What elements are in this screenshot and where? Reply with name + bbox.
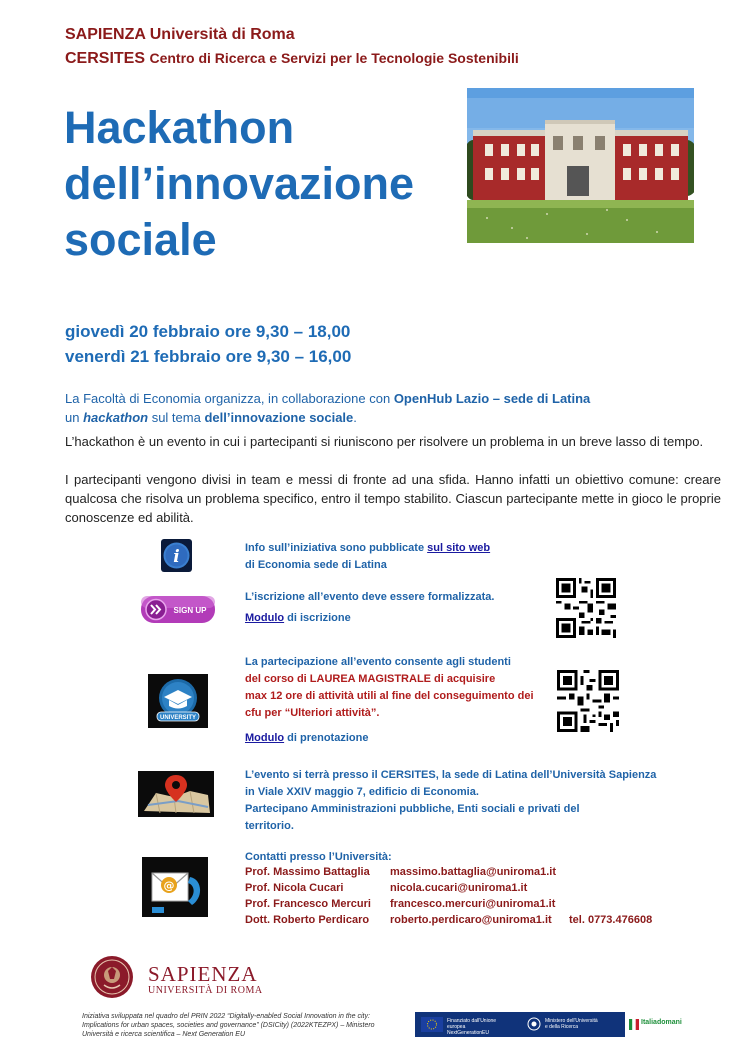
title-line-2: dell’innovazione — [64, 158, 415, 209]
signup-form-link[interactable]: Modulo — [245, 612, 285, 624]
mur-emblem-icon — [527, 1017, 541, 1031]
info-text-b: di Economia sede di Latina — [245, 559, 387, 571]
website-link[interactable]: sul sito web — [427, 542, 491, 554]
paragraph-1: L’hackathon è un evento in cui i partecipanti si riuniscono per risolvere un problema in un breve lasso di tempo. — [65, 434, 704, 449]
date-day-2: venerdì 21 febbraio ore 9,30 – 16,00 — [65, 347, 352, 366]
header-centre-name: Centro di Ricerca e Servizi per le Tecnologie Sostenibili — [149, 50, 519, 66]
intro-text — [65, 389, 685, 427]
booking-form-link[interactable]: Modulo — [245, 732, 285, 744]
intro-p2-topic: dell’innovazione sociale — [204, 410, 354, 425]
intro-p2-hackathon: hackathon — [83, 410, 149, 425]
contact-phone: tel. 0773.476608 — [569, 914, 653, 926]
info-text — [245, 540, 545, 574]
contacts-heading: Contatti presso l’Università: — [245, 851, 392, 863]
qr-code-signup[interactable] — [556, 578, 616, 638]
university-icon — [148, 674, 208, 728]
university-line-4: cfu per “Ulteriori attività”. — [245, 707, 380, 719]
date-day-1: giovedì 20 febbraio ore 9,30 – 18,00 — [65, 322, 351, 341]
university-line-2-a: del corso di — [245, 673, 310, 685]
italy-flag-icon — [629, 1019, 639, 1030]
location-line-3: Partecipano Amministrazioni pubbliche, Enti sociali e privati del — [245, 803, 580, 815]
page-title — [64, 100, 414, 268]
university-line-3: max 12 ore di attività utili al fine del conseguimento dei — [245, 690, 534, 702]
info-icon — [161, 539, 192, 572]
sign-up-badge-label: SIGN UP — [173, 606, 207, 615]
contact-email[interactable]: francesco.mercuri@uniroma1.it — [390, 898, 556, 910]
intro-p2-a: un — [65, 410, 84, 425]
intro-p1-partner: OpenHub Lazio – sede di Latina — [393, 391, 591, 406]
sign-up-icon — [140, 593, 216, 626]
contact-email[interactable]: massimo.battaglia@uniroma1.it — [390, 866, 556, 878]
sapienza-seal-icon — [90, 955, 134, 999]
university-badge-label: UNIVERSITY — [159, 715, 197, 721]
svg-text:i: i — [173, 547, 180, 567]
map-pin-icon — [138, 771, 214, 817]
signup-form-rest: di iscrizione — [284, 612, 351, 624]
location-line-4: territorio. — [245, 820, 294, 832]
sapienza-wordmark — [148, 962, 263, 996]
contact-name: Prof. Nicola Cucari — [245, 882, 344, 894]
university-text — [245, 654, 560, 747]
eu-flag-icon — [421, 1017, 443, 1032]
italiadomani-label: Italiadomani — [641, 1019, 682, 1026]
mur-label: Ministero dell'Università e della Ricerca — [545, 1018, 598, 1030]
eu-label: Finanziato dall'Unione europea NextGenerationEU — [447, 1018, 497, 1036]
intro-p2-c: sul tema — [148, 410, 205, 425]
signup-text-line: L’iscrizione all’evento deve essere formalizzata. — [245, 591, 495, 603]
svg-text:@: @ — [163, 879, 175, 892]
header-centre-acronym: CERSITES — [65, 50, 146, 67]
funding-logos-bar — [415, 1012, 692, 1037]
university-degree: LAUREA MAGISTRALE — [309, 673, 431, 685]
university-line-1: La partecipazione all’evento consente agli studenti — [245, 656, 511, 668]
contact-email[interactable]: roberto.perdicaro@uniroma1.it — [390, 914, 552, 926]
title-line-3: sociale — [64, 214, 217, 265]
contact-name: Prof. Massimo Battaglia — [245, 866, 370, 878]
signup-text — [245, 589, 545, 627]
footer-funding-text: Iniziativa sviluppata nel quadro del PRIN 2022 “Digitally-enabled Social Innovation in the city: Implications for urban spaces, societies and governance” (DSICity) (2022KTEZPX) – Ministero Università e ricerca scientifica – Next Generation EU — [82, 1013, 375, 1038]
contact-name: Dott. Roberto Perdicaro — [245, 914, 370, 926]
info-text-a: Info sull’iniziativa sono pubblicate — [245, 542, 428, 554]
italiadomani-panel — [625, 1012, 692, 1037]
location-line-1: L’evento si terrà presso il CERSITES, la sede di Latina dell’Università Sapienza — [245, 769, 657, 781]
qr-code-booking[interactable] — [557, 670, 619, 732]
university-line-2-c: di acquisire — [431, 673, 496, 685]
location-text — [245, 767, 685, 835]
sapienza-name: SAPIENZA — [148, 962, 258, 986]
contact-name: Prof. Francesco Mercuri — [245, 898, 371, 910]
paragraph-2: I partecipanti vengono divisi in team e messi di fronte ad una sfida. Hanno infatti un obiettivo comune: creare qualcosa che risolva un problema specifico, entro il tempo stabilito. Ciascun partecipante mette in gioco le proprie conoscenze ed abilità. — [65, 472, 721, 525]
building-photo — [467, 88, 694, 243]
sapienza-subname: UNIVERSITÀ DI ROMA — [148, 985, 263, 996]
header-centre — [65, 50, 519, 68]
location-line-2: in Viale XXIV maggio 7, edificio di Economia. — [245, 786, 479, 798]
title-line-1: Hackathon — [64, 102, 295, 153]
header-university: SAPIENZA Università di Roma — [65, 26, 295, 43]
intro-p2-e: . — [353, 410, 357, 425]
booking-form-rest: di prenotazione — [284, 732, 369, 744]
email-contact-icon — [142, 857, 208, 917]
intro-p1-a: La Facoltà di Economia organizza, in collaborazione con — [65, 391, 394, 406]
contact-email[interactable]: nicola.cucari@uniroma1.it — [390, 882, 528, 894]
